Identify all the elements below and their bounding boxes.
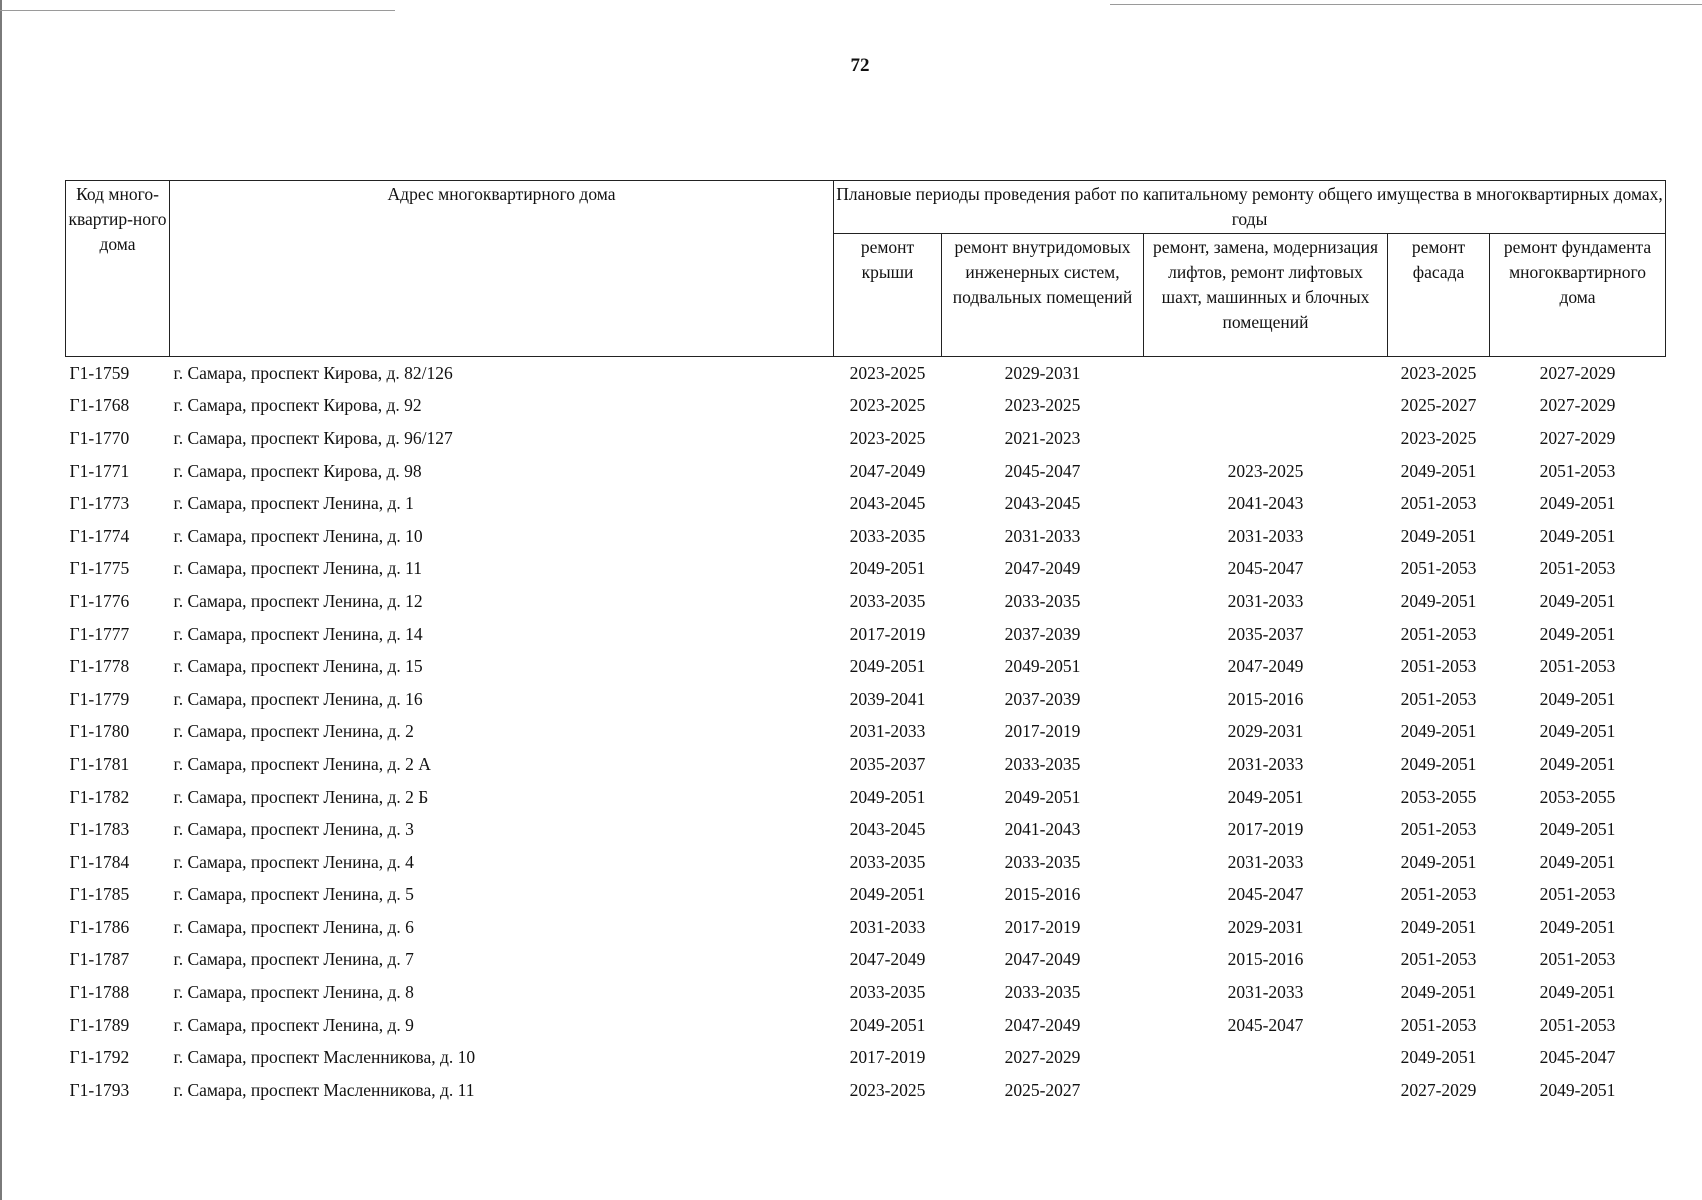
cell-systems: 2017-2019: [1004, 721, 1081, 742]
cell-foundation: 2027-2029: [1539, 362, 1616, 383]
cell-systems: 2033-2035: [1004, 982, 1081, 1003]
cell-facade: 2051-2053: [1400, 884, 1477, 905]
cell-address: г. Самара, проспект Кирова, д. 96/127: [173, 427, 453, 448]
cell-facade: 2049-2051: [1400, 851, 1477, 872]
cell-code: Г1-1793: [69, 1079, 130, 1100]
cell-roof: 2039-2041: [849, 688, 926, 709]
cell-code: Г1-1789: [69, 1014, 130, 1035]
cell-systems: 2043-2045: [1004, 493, 1081, 514]
table-row: [66, 1074, 1666, 1107]
cell-roof: 2049-2051: [849, 884, 926, 905]
cell-address: г. Самара, проспект Ленина, д. 10: [173, 525, 423, 546]
cell-code: Г1-1776: [69, 590, 130, 611]
cell-elevators: 2029-2031: [1227, 721, 1304, 742]
cell-code: Г1-1778: [69, 656, 130, 677]
cell-code: Г1-1792: [69, 1047, 130, 1068]
cell-code: Г1-1784: [69, 851, 130, 872]
cell-foundation: 2053-2055: [1539, 786, 1616, 807]
table-row: [66, 553, 1666, 586]
scan-edge-left: [0, 0, 2, 1200]
cell-code: Г1-1770: [69, 427, 130, 448]
cell-address: г. Самара, проспект Ленина, д. 2 А: [173, 753, 431, 774]
cell-address: г. Самара, проспект Ленина, д. 4: [173, 851, 414, 872]
cell-address: г. Самара, проспект Ленина, д. 5: [173, 884, 414, 905]
cell-facade: 2051-2053: [1400, 819, 1477, 840]
cell-facade: 2025-2027: [1400, 395, 1477, 416]
cell-facade: 2049-2051: [1400, 460, 1477, 481]
cell-elevators: [1144, 1074, 1388, 1107]
cell-facade: 2051-2053: [1400, 1014, 1477, 1035]
cell-foundation: 2051-2053: [1539, 1014, 1616, 1035]
cell-facade: 2053-2055: [1400, 786, 1477, 807]
cell-address: г. Самара, проспект Ленина, д. 14: [173, 623, 423, 644]
cell-foundation: 2051-2053: [1539, 949, 1616, 970]
cell-foundation: 2049-2051: [1539, 982, 1616, 1003]
cell-roof: 2047-2049: [849, 460, 926, 481]
cell-address: г. Самара, проспект Ленина, д. 6: [173, 916, 414, 937]
cell-foundation: 2051-2053: [1539, 558, 1616, 579]
table-row: [66, 650, 1666, 683]
table-row: [66, 585, 1666, 618]
cell-roof: 2049-2051: [849, 1014, 926, 1035]
cell-code: Г1-1768: [69, 395, 130, 416]
cell-systems: 2021-2023: [1004, 427, 1081, 448]
scan-line-top-right: [1110, 4, 1702, 5]
cell-code: Г1-1787: [69, 949, 130, 970]
cell-code: Г1-1759: [69, 362, 130, 383]
cell-address: г. Самара, проспект Ленина, д. 9: [173, 1014, 414, 1035]
cell-roof: 2023-2025: [849, 395, 926, 416]
cell-facade: 2051-2053: [1400, 949, 1477, 970]
cell-elevators: 2045-2047: [1227, 884, 1304, 905]
cell-roof: 2047-2049: [849, 949, 926, 970]
table-row: [66, 944, 1666, 977]
cell-address: г. Самара, проспект Кирова, д. 82/126: [173, 362, 453, 383]
cell-code: Г1-1788: [69, 982, 130, 1003]
cell-roof: 2049-2051: [849, 656, 926, 677]
cell-foundation: 2049-2051: [1539, 1079, 1616, 1100]
cell-code: Г1-1774: [69, 525, 130, 546]
cell-roof: 2031-2033: [849, 721, 926, 742]
header-roof: ремонт крыши: [834, 234, 942, 357]
cell-elevators: 2017-2019: [1227, 819, 1304, 840]
cell-systems: 2047-2049: [1004, 558, 1081, 579]
cell-systems: 2037-2039: [1004, 623, 1081, 644]
cell-facade: 2027-2029: [1400, 1079, 1477, 1100]
cell-address: г. Самара, проспект Ленина, д. 7: [173, 949, 414, 970]
cell-address: г. Самара, проспект Ленина, д. 1: [173, 493, 414, 514]
cell-roof: 2033-2035: [849, 982, 926, 1003]
table-row: [66, 748, 1666, 781]
cell-elevators: 2045-2047: [1227, 1014, 1304, 1035]
table-row: [66, 813, 1666, 846]
cell-address: г. Самара, проспект Ленина, д. 2: [173, 721, 414, 742]
header-row-top: [66, 181, 1666, 234]
cell-roof: 2049-2051: [849, 786, 926, 807]
cell-address: г. Самара, проспект Ленина, д. 2 Б: [173, 786, 429, 807]
cell-elevators: 2047-2049: [1227, 656, 1304, 677]
cell-systems: 2023-2025: [1004, 395, 1081, 416]
cell-roof: 2017-2019: [849, 623, 926, 644]
cell-foundation: 2051-2053: [1539, 460, 1616, 481]
cell-systems: 2017-2019: [1004, 916, 1081, 937]
cell-systems: 2047-2049: [1004, 949, 1081, 970]
table-row: [66, 1009, 1666, 1042]
cell-systems: 2049-2051: [1004, 786, 1081, 807]
cell-roof: 2023-2025: [849, 1079, 926, 1100]
cell-address: г. Самара, проспект Кирова, д. 98: [173, 460, 422, 481]
cell-address: г. Самара, проспект Ленина, д. 3: [173, 819, 414, 840]
cell-elevators: 2031-2033: [1227, 851, 1304, 872]
cell-facade: 2049-2051: [1400, 916, 1477, 937]
cell-roof: 2043-2045: [849, 493, 926, 514]
cell-systems: 2037-2039: [1004, 688, 1081, 709]
cell-foundation: 2045-2047: [1539, 1047, 1616, 1068]
cell-address: г. Самара, проспект Ленина, д. 16: [173, 688, 423, 709]
cell-code: Г1-1781: [69, 753, 130, 774]
cell-facade: 2051-2053: [1400, 558, 1477, 579]
table-body: [66, 357, 1666, 1107]
cell-systems: 2025-2027: [1004, 1079, 1081, 1100]
cell-foundation: 2049-2051: [1539, 851, 1616, 872]
cell-elevators: [1144, 1041, 1388, 1074]
cell-code: Г1-1779: [69, 688, 130, 709]
header-periods-group: Плановые периоды проведения работ по капитальному ремонту общего имущества в многоквартирных домах, годы: [834, 181, 1666, 234]
table-row: [66, 846, 1666, 879]
cell-systems: 2047-2049: [1004, 1014, 1081, 1035]
cell-foundation: 2049-2051: [1539, 525, 1616, 546]
header-facade: ремонт фасада: [1388, 234, 1490, 357]
cell-elevators: 2049-2051: [1227, 786, 1304, 807]
cell-foundation: 2049-2051: [1539, 819, 1616, 840]
cell-facade: 2049-2051: [1400, 525, 1477, 546]
cell-elevators: 2031-2033: [1227, 525, 1304, 546]
cell-facade: 2049-2051: [1400, 590, 1477, 611]
cell-foundation: 2051-2053: [1539, 656, 1616, 677]
page-number: 72: [850, 55, 870, 76]
cell-foundation: 2027-2029: [1539, 395, 1616, 416]
cell-foundation: 2027-2029: [1539, 427, 1616, 448]
cell-elevators: 2029-2031: [1227, 916, 1304, 937]
table-row: [66, 716, 1666, 749]
cell-facade: 2051-2053: [1400, 493, 1477, 514]
cell-address: г. Самара, проспект Ленина, д. 8: [173, 982, 414, 1003]
cell-address: г. Самара, проспект Ленина, д. 12: [173, 590, 423, 611]
cell-address: г. Самара, проспект Масленникова, д. 10: [173, 1047, 476, 1068]
cell-code: Г1-1782: [69, 786, 130, 807]
cell-systems: 2029-2031: [1004, 362, 1081, 383]
cell-code: Г1-1775: [69, 558, 130, 579]
table-row: [66, 520, 1666, 553]
table-row: [66, 487, 1666, 520]
cell-code: Г1-1785: [69, 884, 130, 905]
cell-foundation: 2049-2051: [1539, 688, 1616, 709]
table-row: [66, 618, 1666, 651]
cell-facade: 2051-2053: [1400, 623, 1477, 644]
cell-systems: 2045-2047: [1004, 460, 1081, 481]
cell-facade: 2049-2051: [1400, 753, 1477, 774]
cell-roof: 2017-2019: [849, 1047, 926, 1068]
cell-foundation: 2049-2051: [1539, 623, 1616, 644]
cell-code: Г1-1771: [69, 460, 130, 481]
cell-foundation: 2049-2051: [1539, 590, 1616, 611]
cell-elevators: 2041-2043: [1227, 493, 1304, 514]
header-elevators: ремонт, замена, модернизация лифтов, ремонт лифтовых шахт, машинных и блочных помещений: [1144, 234, 1388, 357]
cell-address: г. Самара, проспект Ленина, д. 15: [173, 656, 423, 677]
cell-code: Г1-1777: [69, 623, 130, 644]
cell-facade: 2051-2053: [1400, 656, 1477, 677]
cell-address: г. Самара, проспект Ленина, д. 11: [173, 558, 423, 579]
cell-roof: 2031-2033: [849, 916, 926, 937]
table-row: [66, 455, 1666, 488]
cell-roof: 2033-2035: [849, 525, 926, 546]
capital-repair-table: [65, 180, 1666, 1107]
table-row: [66, 1041, 1666, 1074]
cell-foundation: 2049-2051: [1539, 721, 1616, 742]
table-row: [66, 879, 1666, 912]
cell-roof: 2033-2035: [849, 851, 926, 872]
cell-code: Г1-1773: [69, 493, 130, 514]
cell-elevators: [1144, 357, 1388, 390]
header-address: Адрес многоквартирного дома: [170, 181, 834, 357]
cell-code: Г1-1780: [69, 721, 130, 742]
cell-address: г. Самара, проспект Кирова, д. 92: [173, 395, 422, 416]
cell-roof: 2023-2025: [849, 427, 926, 448]
cell-foundation: 2049-2051: [1539, 916, 1616, 937]
table-row: [66, 683, 1666, 716]
cell-systems: 2033-2035: [1004, 590, 1081, 611]
cell-facade: 2049-2051: [1400, 982, 1477, 1003]
cell-roof: 2023-2025: [849, 362, 926, 383]
table-row: [66, 781, 1666, 814]
cell-facade: 2023-2025: [1400, 362, 1477, 383]
cell-foundation: 2049-2051: [1539, 493, 1616, 514]
table-row: [66, 976, 1666, 1009]
cell-systems: 2027-2029: [1004, 1047, 1081, 1068]
cell-systems: 2015-2016: [1004, 884, 1081, 905]
cell-elevators: [1144, 422, 1388, 455]
cell-systems: 2033-2035: [1004, 753, 1081, 774]
cell-elevators: 2031-2033: [1227, 753, 1304, 774]
header-foundation: ремонт фундамента многоквартирного дома: [1490, 234, 1666, 357]
cell-elevators: 2031-2033: [1227, 590, 1304, 611]
cell-code: Г1-1783: [69, 819, 130, 840]
cell-roof: 2049-2051: [849, 558, 926, 579]
cell-roof: 2033-2035: [849, 590, 926, 611]
cell-facade: 2051-2053: [1400, 688, 1477, 709]
cell-foundation: 2051-2053: [1539, 884, 1616, 905]
scan-line-top-left: [0, 10, 395, 11]
cell-roof: 2035-2037: [849, 753, 926, 774]
cell-elevators: 2023-2025: [1227, 460, 1304, 481]
cell-systems: 2033-2035: [1004, 851, 1081, 872]
cell-elevators: [1144, 390, 1388, 423]
cell-facade: 2049-2051: [1400, 721, 1477, 742]
cell-elevators: 2031-2033: [1227, 982, 1304, 1003]
cell-facade: 2049-2051: [1400, 1047, 1477, 1068]
cell-systems: 2031-2033: [1004, 525, 1081, 546]
cell-address: г. Самара, проспект Масленникова, д. 11: [173, 1079, 475, 1100]
table-row: [66, 357, 1666, 390]
table-row: [66, 911, 1666, 944]
table-row: [66, 390, 1666, 423]
header-systems: ремонт внутридомовых инженерных систем, подвальных помещений: [942, 234, 1144, 357]
table-row: [66, 422, 1666, 455]
cell-facade: 2023-2025: [1400, 427, 1477, 448]
cell-elevators: 2015-2016: [1227, 688, 1304, 709]
cell-roof: 2043-2045: [849, 819, 926, 840]
cell-systems: 2041-2043: [1004, 819, 1081, 840]
cell-systems: 2049-2051: [1004, 656, 1081, 677]
cell-elevators: 2035-2037: [1227, 623, 1304, 644]
header-code: Код много-квартир-ного дома: [66, 181, 170, 357]
cell-elevators: 2015-2016: [1227, 949, 1304, 970]
cell-elevators: 2045-2047: [1227, 558, 1304, 579]
cell-foundation: 2049-2051: [1539, 753, 1616, 774]
cell-code: Г1-1786: [69, 916, 130, 937]
